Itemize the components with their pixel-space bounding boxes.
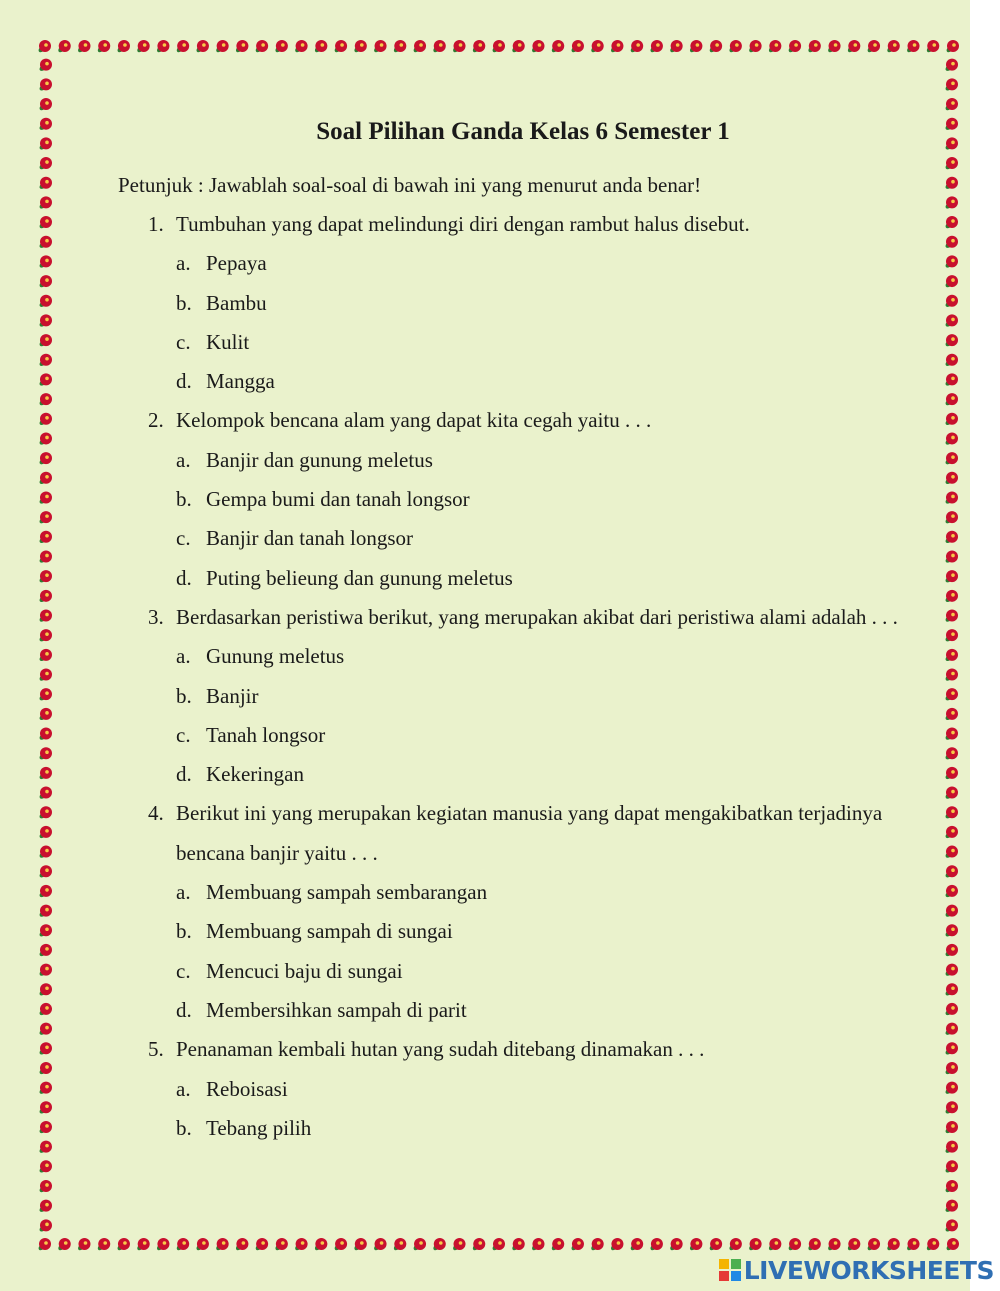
question-5 xyxy=(118,1030,898,1148)
option-text: Membersihkan sampah di parit xyxy=(206,997,467,1022)
border-flower-icon xyxy=(412,40,426,53)
border-flower-icon xyxy=(38,806,52,819)
option-d[interactable] xyxy=(118,991,898,1030)
border-flower-icon xyxy=(314,40,328,53)
border-flower-icon xyxy=(944,275,958,288)
option-text: Mencuci baju di sungai xyxy=(206,958,403,983)
question-number: 4. xyxy=(148,801,164,826)
border-flower-icon xyxy=(116,40,130,53)
option-letter: d. xyxy=(176,369,192,394)
question-text: Tumbuhan yang dapat melindungi diri dengan rambut halus disebut. xyxy=(176,212,750,236)
option-d[interactable] xyxy=(118,559,898,598)
option-d[interactable] xyxy=(118,755,898,794)
border-flower-icon xyxy=(570,1238,584,1251)
border-flower-icon xyxy=(944,649,958,662)
question-text: Berikut ini yang merupakan kegiatan manusia yang dapat mengakibatkan terjadinya bencana banjir yaitu . . . xyxy=(176,801,883,865)
option-b[interactable] xyxy=(118,912,898,951)
border-flower-icon xyxy=(38,1101,52,1114)
border-flower-icon xyxy=(944,1042,958,1055)
border-flower-icon xyxy=(472,1238,486,1251)
border-flower-icon xyxy=(827,1238,841,1251)
border-flower-icon xyxy=(38,432,52,445)
option-list xyxy=(118,1070,898,1149)
border-flower-icon xyxy=(944,177,958,190)
border-flower-icon xyxy=(926,1238,940,1251)
border-flower-icon xyxy=(944,511,958,524)
border-flower-icon xyxy=(944,1082,958,1095)
option-letter: b. xyxy=(176,1115,192,1140)
border-flower-icon xyxy=(551,1238,565,1251)
border-flower-icon xyxy=(807,40,821,53)
option-letter: d. xyxy=(176,762,192,787)
border-flower-icon xyxy=(570,40,584,53)
instruction-text: Petunjuk : Jawablah soal-soal di bawah ini yang menurut anda benar! xyxy=(118,173,702,197)
option-text: Mangga xyxy=(206,369,275,394)
border-flower-icon xyxy=(689,1238,703,1251)
border-flower-icon xyxy=(38,236,52,249)
border-flower-icon xyxy=(38,491,52,504)
border-flower-icon xyxy=(215,1238,229,1251)
option-c[interactable] xyxy=(118,716,898,755)
liveworksheets-watermark xyxy=(719,1255,994,1285)
option-letter: c. xyxy=(176,526,191,551)
border-flower-icon xyxy=(649,40,663,53)
border-flower-icon xyxy=(944,1062,958,1075)
border-flower-icon xyxy=(944,531,958,544)
border-flower-icon xyxy=(38,1219,52,1232)
border-flower-icon xyxy=(944,688,958,701)
option-a[interactable] xyxy=(118,244,898,283)
question-text: Berdasarkan peristiwa berikut, yang merupakan akibat dari peristiwa alami adalah . . . xyxy=(176,604,898,629)
border-flower-icon xyxy=(944,983,958,996)
option-list xyxy=(118,873,898,1030)
question-number: 5. xyxy=(148,1037,164,1062)
option-letter: a. xyxy=(176,447,191,472)
border-flower-icon xyxy=(97,1238,111,1251)
option-a[interactable] xyxy=(118,637,898,676)
border-flower-icon xyxy=(38,295,52,308)
option-text: Banjir dan gunung meletus xyxy=(206,447,433,472)
border-flower-icon xyxy=(944,747,958,760)
border-flower-icon xyxy=(944,728,958,741)
option-letter: d. xyxy=(176,997,192,1022)
border-flower-icon xyxy=(38,590,52,603)
option-d[interactable] xyxy=(118,362,898,401)
border-flower-icon xyxy=(38,570,52,583)
border-flower-icon xyxy=(944,1141,958,1154)
border-flower-icon xyxy=(944,1200,958,1213)
border-flower-icon xyxy=(944,767,958,780)
border-flower-icon xyxy=(37,40,51,53)
question-2 xyxy=(118,401,898,597)
border-flower-icon xyxy=(926,40,940,53)
border-flower-icon xyxy=(944,924,958,937)
border-flower-icon xyxy=(590,40,604,53)
border-flower-icon xyxy=(787,40,801,53)
border-flower-icon xyxy=(944,787,958,800)
border-flower-icon xyxy=(787,1238,801,1251)
border-flower-icon xyxy=(38,1082,52,1095)
border-flower-icon xyxy=(847,40,861,53)
option-letter: c. xyxy=(176,329,191,354)
border-flower-icon xyxy=(944,413,958,426)
border-flower-icon xyxy=(38,157,52,170)
border-flower-icon xyxy=(37,1238,51,1251)
border-flower-icon xyxy=(215,40,229,53)
border-flower-icon xyxy=(38,983,52,996)
border-flower-icon xyxy=(314,1238,328,1251)
border-flower-icon xyxy=(610,40,624,53)
border-flower-icon xyxy=(38,393,52,406)
question-text: Penanaman kembali hutan yang sudah ditebang dinamakan . . . xyxy=(176,1037,705,1062)
border-flower-icon xyxy=(531,40,545,53)
border-flower-icon xyxy=(847,1238,861,1251)
border-flower-icon xyxy=(38,59,52,72)
border-flower-icon xyxy=(866,1238,880,1251)
option-a[interactable] xyxy=(118,873,898,912)
border-flower-icon xyxy=(294,40,308,53)
border-flower-icon xyxy=(176,40,190,53)
option-letter: b. xyxy=(176,487,192,512)
border-flower-icon xyxy=(77,1238,91,1251)
border-flower-icon xyxy=(38,452,52,465)
border-flower-icon xyxy=(38,78,52,91)
border-flower-icon xyxy=(38,531,52,544)
border-flower-icon xyxy=(906,40,920,53)
border-flower-icon xyxy=(412,1238,426,1251)
border-flower-icon xyxy=(511,40,525,53)
option-letter: c. xyxy=(176,958,191,983)
border-flower-icon xyxy=(452,40,466,53)
border-flower-icon xyxy=(393,1238,407,1251)
border-flower-icon xyxy=(944,98,958,111)
border-flower-icon xyxy=(944,78,958,91)
border-flower-icon xyxy=(97,40,111,53)
border-flower-icon xyxy=(38,314,52,327)
border-flower-icon xyxy=(38,846,52,859)
border-flower-icon xyxy=(768,1238,782,1251)
option-text: Tebang pilih xyxy=(206,1115,312,1140)
border-flower-icon xyxy=(254,40,268,53)
border-flower-icon xyxy=(866,40,880,53)
border-flower-icon xyxy=(38,1160,52,1173)
border-flower-icon xyxy=(944,1160,958,1173)
border-flower-icon xyxy=(195,40,209,53)
option-letter: a. xyxy=(176,251,191,276)
option-text: Puting belieung dan gunung meletus xyxy=(206,565,513,590)
border-flower-icon xyxy=(728,1238,742,1251)
border-flower-icon xyxy=(491,40,505,53)
border-flower-icon xyxy=(944,846,958,859)
border-flower-icon xyxy=(944,944,958,957)
border-flower-icon xyxy=(944,708,958,721)
border-flower-icon xyxy=(38,688,52,701)
border-flower-icon xyxy=(38,629,52,642)
border-flower-icon xyxy=(393,40,407,53)
border-flower-icon xyxy=(38,255,52,268)
border-flower-icon xyxy=(38,1062,52,1075)
border-flower-icon xyxy=(944,137,958,150)
border-flower-icon xyxy=(944,432,958,445)
border-flower-icon xyxy=(708,40,722,53)
option-text: Membuang sampah di sungai xyxy=(206,919,453,944)
option-c[interactable] xyxy=(118,519,898,558)
option-letter: b. xyxy=(176,919,192,944)
border-flower-icon xyxy=(38,550,52,563)
border-flower-icon xyxy=(38,865,52,878)
border-flower-icon xyxy=(38,609,52,622)
border-flower-icon xyxy=(944,826,958,839)
border-flower-icon xyxy=(630,40,644,53)
option-text: Reboisasi xyxy=(206,1076,288,1101)
option-letter: a. xyxy=(176,1076,191,1101)
border-flower-icon xyxy=(235,40,249,53)
border-flower-icon xyxy=(944,373,958,386)
border-flower-icon xyxy=(906,1238,920,1251)
question-list xyxy=(118,205,898,1148)
question-number: 3. xyxy=(148,604,164,629)
border-flower-icon xyxy=(38,354,52,367)
border-flower-icon xyxy=(373,1238,387,1251)
border-flower-icon xyxy=(944,59,958,72)
option-b[interactable] xyxy=(118,284,898,323)
border-flower-icon xyxy=(944,472,958,485)
liveworksheets-logo-icon xyxy=(719,1259,741,1281)
border-flower-icon xyxy=(333,1238,347,1251)
border-flower-icon xyxy=(944,295,958,308)
border-flower-icon xyxy=(649,1238,663,1251)
border-flower-icon xyxy=(944,157,958,170)
border-flower-icon xyxy=(38,787,52,800)
border-flower-icon xyxy=(748,40,762,53)
option-list xyxy=(118,441,898,598)
option-c[interactable] xyxy=(118,952,898,991)
border-flower-icon xyxy=(945,40,959,53)
border-flower-icon xyxy=(807,1238,821,1251)
option-letter: b. xyxy=(176,683,192,708)
border-flower-icon xyxy=(38,334,52,347)
border-flower-icon xyxy=(38,924,52,937)
border-flower-icon xyxy=(944,491,958,504)
question-number: 1. xyxy=(148,212,164,236)
border-flower-icon xyxy=(944,1121,958,1134)
border-flower-icon xyxy=(136,40,150,53)
border-flower-icon xyxy=(57,1238,71,1251)
option-a[interactable] xyxy=(118,441,898,480)
question-number: 2. xyxy=(148,408,164,433)
border-flower-icon xyxy=(38,1121,52,1134)
border-flower-icon xyxy=(38,728,52,741)
border-flower-icon xyxy=(886,40,900,53)
border-flower-icon xyxy=(38,747,52,760)
border-flower-icon xyxy=(452,1238,466,1251)
option-letter: b. xyxy=(176,290,192,315)
border-flower-icon xyxy=(156,1238,170,1251)
question-text: Kelompok bencana alam yang dapat kita cegah yaitu . . . xyxy=(176,408,652,433)
border-flower-icon xyxy=(945,1238,959,1251)
border-flower-icon xyxy=(944,118,958,131)
border-flower-icon xyxy=(944,393,958,406)
border-flower-icon xyxy=(333,40,347,53)
border-flower-icon xyxy=(944,806,958,819)
border-flower-icon xyxy=(176,1238,190,1251)
page-title: Soal Pilihan Ganda Kelas 6 Semester 1 xyxy=(316,118,730,145)
option-text: Banjir xyxy=(206,683,259,708)
border-flower-icon xyxy=(728,40,742,53)
border-flower-icon xyxy=(886,1238,900,1251)
border-flower-icon xyxy=(944,334,958,347)
border-flower-icon xyxy=(116,1238,130,1251)
question-4 xyxy=(118,794,898,1030)
border-flower-icon xyxy=(254,1238,268,1251)
border-flower-icon xyxy=(353,1238,367,1251)
border-flower-icon xyxy=(38,196,52,209)
option-text: Kekeringan xyxy=(206,762,304,787)
question-3 xyxy=(118,598,898,794)
border-flower-icon xyxy=(38,177,52,190)
option-text: Membuang sampah sembarangan xyxy=(206,880,488,905)
border-flower-icon xyxy=(944,669,958,682)
option-a[interactable] xyxy=(118,1070,898,1109)
border-flower-icon xyxy=(472,40,486,53)
border-flower-icon xyxy=(669,1238,683,1251)
border-flower-icon xyxy=(944,865,958,878)
option-text: Gempa bumi dan tanah longsor xyxy=(206,487,470,512)
option-list xyxy=(118,244,898,401)
border-flower-icon xyxy=(944,1023,958,1036)
border-flower-icon xyxy=(689,40,703,53)
border-flower-icon xyxy=(353,40,367,53)
border-flower-icon xyxy=(38,669,52,682)
border-flower-icon xyxy=(38,1003,52,1016)
border-flower-icon xyxy=(748,1238,762,1251)
option-letter: a. xyxy=(176,644,191,669)
border-flower-icon xyxy=(531,1238,545,1251)
border-flower-icon xyxy=(944,452,958,465)
border-flower-icon xyxy=(669,40,683,53)
option-text: Pepaya xyxy=(206,251,267,276)
border-flower-icon xyxy=(944,1101,958,1114)
border-flower-icon xyxy=(38,472,52,485)
border-flower-icon xyxy=(57,40,71,53)
border-flower-icon xyxy=(432,40,446,53)
option-letter: c. xyxy=(176,722,191,747)
border-flower-icon xyxy=(38,137,52,150)
border-flower-icon xyxy=(610,1238,624,1251)
border-flower-icon xyxy=(944,314,958,327)
border-flower-icon xyxy=(38,649,52,662)
border-flower-icon xyxy=(77,40,91,53)
border-flower-icon xyxy=(944,255,958,268)
border-flower-icon xyxy=(944,354,958,367)
border-flower-icon xyxy=(944,1180,958,1193)
border-flower-icon xyxy=(944,550,958,563)
border-flower-icon xyxy=(156,40,170,53)
border-flower-icon xyxy=(38,708,52,721)
border-flower-icon xyxy=(195,1238,209,1251)
border-flower-icon xyxy=(38,118,52,131)
border-flower-icon xyxy=(294,1238,308,1251)
border-flower-icon xyxy=(38,905,52,918)
border-flower-icon xyxy=(432,1238,446,1251)
option-text: Banjir dan tanah longsor xyxy=(206,526,414,551)
border-flower-icon xyxy=(768,40,782,53)
option-text: Tanah longsor xyxy=(206,722,326,747)
option-b[interactable] xyxy=(118,677,898,716)
border-flower-icon xyxy=(944,885,958,898)
border-flower-icon xyxy=(38,98,52,111)
option-text: Kulit xyxy=(206,329,250,354)
border-flower-icon xyxy=(38,826,52,839)
border-flower-icon xyxy=(630,1238,644,1251)
option-letter: a. xyxy=(176,880,191,905)
border-flower-icon xyxy=(274,40,288,53)
border-flower-icon xyxy=(38,885,52,898)
border-flower-icon xyxy=(944,216,958,229)
border-flower-icon xyxy=(944,905,958,918)
border-flower-icon xyxy=(235,1238,249,1251)
border-flower-icon xyxy=(38,1200,52,1213)
border-flower-icon xyxy=(511,1238,525,1251)
border-flower-icon xyxy=(373,40,387,53)
border-flower-icon xyxy=(944,1219,958,1232)
border-flower-icon xyxy=(38,944,52,957)
border-flower-icon xyxy=(944,964,958,977)
border-flower-icon xyxy=(944,629,958,642)
border-flower-icon xyxy=(38,1023,52,1036)
option-b[interactable] xyxy=(118,480,898,519)
border-flower-icon xyxy=(38,1141,52,1154)
option-c[interactable] xyxy=(118,323,898,362)
border-flower-icon xyxy=(38,413,52,426)
option-list xyxy=(118,637,898,794)
border-flower-icon xyxy=(944,590,958,603)
border-flower-icon xyxy=(944,196,958,209)
watermark-text: LIVEWORKSHEETS xyxy=(743,1255,994,1285)
option-b[interactable] xyxy=(118,1109,898,1148)
border-flower-icon xyxy=(944,570,958,583)
border-flower-icon xyxy=(274,1238,288,1251)
border-flower-icon xyxy=(491,1238,505,1251)
border-flower-icon xyxy=(136,1238,150,1251)
border-flower-icon xyxy=(38,216,52,229)
question-1 xyxy=(118,205,898,401)
border-flower-icon xyxy=(944,609,958,622)
border-flower-icon xyxy=(38,275,52,288)
border-flower-icon xyxy=(38,767,52,780)
border-flower-icon xyxy=(708,1238,722,1251)
option-letter: d. xyxy=(176,565,192,590)
border-flower-icon xyxy=(944,236,958,249)
option-text: Gunung meletus xyxy=(206,644,345,669)
border-flower-icon xyxy=(551,40,565,53)
worksheet-content xyxy=(118,112,898,1148)
option-text: Bambu xyxy=(206,290,267,315)
border-flower-icon xyxy=(38,373,52,386)
border-flower-icon xyxy=(38,1042,52,1055)
border-flower-icon xyxy=(38,511,52,524)
border-flower-icon xyxy=(944,1003,958,1016)
border-flower-icon xyxy=(38,1180,52,1193)
border-flower-icon xyxy=(827,40,841,53)
border-flower-icon xyxy=(38,964,52,977)
border-flower-icon xyxy=(590,1238,604,1251)
